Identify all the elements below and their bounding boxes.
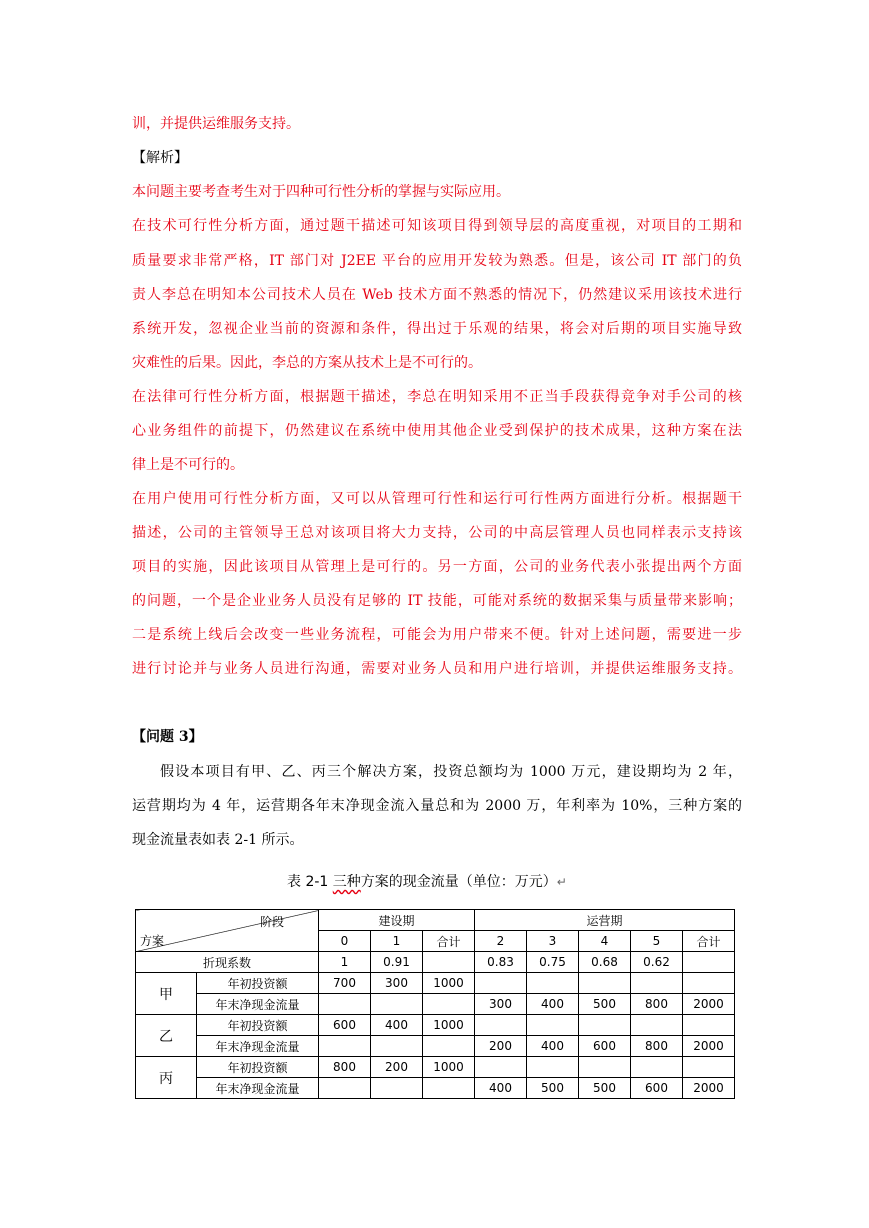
year-cell: 3	[527, 931, 579, 952]
analysis-line: 在技术可行性分析方面，通过题干描述可知该项目得到领导层的高度重视，对项目的工期和	[132, 218, 742, 234]
analysis-line: 本问题主要考查考生对于四种可行性分析的掌握与实际应用。	[132, 184, 510, 200]
table-cell	[527, 973, 579, 994]
table-cell: 500	[579, 994, 631, 1015]
scheme-label: 方案	[140, 934, 165, 948]
cash-flow-table	[135, 909, 735, 1099]
table-cell	[371, 1078, 423, 1099]
scheme-flow-row	[136, 994, 735, 1015]
table-cell	[579, 1057, 631, 1078]
scheme-name: 甲	[136, 973, 197, 1015]
scheme-invest-row	[136, 1057, 735, 1078]
table-cell: 400	[527, 994, 579, 1015]
table-cell	[475, 1057, 527, 1078]
table-cell: 1000	[423, 973, 475, 994]
table-cell	[423, 1036, 475, 1057]
table-cell: 300	[475, 994, 527, 1015]
table-cell: 1	[319, 952, 371, 973]
table-cell: 0.83	[475, 952, 527, 973]
table-cell	[527, 1015, 579, 1036]
table-cell	[475, 973, 527, 994]
scheme-name: 乙	[136, 1015, 197, 1057]
table-cell: 0.75	[527, 952, 579, 973]
table-cell	[631, 1057, 683, 1078]
table-cell	[683, 952, 735, 973]
year-cell: 合计	[423, 931, 475, 952]
scheme-invest-row	[136, 1015, 735, 1036]
table-cell: 2000	[683, 994, 735, 1015]
table-cell: 1000	[423, 1057, 475, 1078]
answer-tail: 训，并提供运维服务支持。	[132, 116, 300, 132]
table-cell: 400	[475, 1078, 527, 1099]
year-cell: 0	[319, 931, 371, 952]
scheme-name: 丙	[136, 1057, 197, 1099]
table-cell: 2000	[683, 1078, 735, 1099]
analysis-line: 质量要求非常严格，IT 部门对 J2EE 平台的应用开发较为熟悉。但是，该公司 IT 部门的负	[132, 253, 742, 269]
row-label: 年末净现金流量	[197, 994, 319, 1015]
table-cell: 500	[579, 1078, 631, 1099]
year-cell: 4	[579, 931, 631, 952]
caption-return-mark: ↵	[556, 875, 567, 889]
year-cell: 5	[631, 931, 683, 952]
caption-prefix: 表 2-1	[287, 874, 333, 890]
table-cell: 500	[527, 1078, 579, 1099]
table-cell	[579, 973, 631, 994]
discount-label: 折现系数	[136, 952, 319, 973]
caption-rest: 方案的现金流量（单位：万元）	[360, 874, 557, 890]
analysis-line: 律上是不可行的。	[132, 457, 244, 473]
scheme-flow-row	[136, 1078, 735, 1099]
table-cell	[423, 1078, 475, 1099]
analysis-line: 二是系统上线后会改变一些业务流程，可能会为用户带来不便。针对上述问题，需要进一步	[132, 627, 742, 643]
analysis-line: 描述，公司的主管领导王总对该项目将大力支持，公司的中高层管理人员也同样表示支持该	[132, 525, 742, 541]
stage-label: 阶段	[259, 915, 284, 929]
analysis-line: 灾难性的后果。因此，李总的方案从技术上是不可行的。	[132, 355, 482, 371]
analysis-line: 项目的实施，因此该项目从管理上是可行的。另一方面，公司的业务代表小张提出两个方面	[132, 559, 742, 575]
table-cell: 1000	[423, 1015, 475, 1036]
table-cell: 400	[527, 1036, 579, 1057]
table-cell	[683, 1015, 735, 1036]
scheme-invest-row	[136, 973, 735, 994]
table-cell	[423, 994, 475, 1015]
table-cell: 0.62	[631, 952, 683, 973]
analysis-line: 的问题，一个是企业业务人员没有足够的 IT 技能，可能对系统的数据采集与质量带来影响；	[132, 593, 742, 609]
table-cell	[527, 1057, 579, 1078]
analysis-heading: 【解析】	[132, 150, 188, 166]
year-cell: 2	[475, 931, 527, 952]
table-cell: 600	[319, 1015, 371, 1036]
row-label: 年初投资额	[197, 1057, 319, 1078]
table-cell: 2000	[683, 1036, 735, 1057]
table-caption	[287, 872, 567, 892]
table-cell	[579, 1015, 631, 1036]
table-cell	[683, 973, 735, 994]
table-cell: 0.91	[371, 952, 423, 973]
year-cell: 合计	[683, 931, 735, 952]
table-cell: 800	[319, 1057, 371, 1078]
construction-header: 建设期	[319, 910, 475, 931]
year-cell: 1	[371, 931, 423, 952]
header-diagonal-cell	[136, 910, 319, 952]
table-cell: 0.68	[579, 952, 631, 973]
analysis-line: 进行讨论并与业务人员进行沟通，需要对业务人员和用户进行培训，并提供运维服务支持。	[132, 661, 742, 677]
table-cell	[371, 1036, 423, 1057]
table-cell	[319, 1036, 371, 1057]
row-label: 年末净现金流量	[197, 1036, 319, 1057]
table-header-row	[136, 910, 735, 931]
table-cell	[371, 994, 423, 1015]
caption-underlined: 三种	[332, 874, 361, 890]
table-cell	[631, 973, 683, 994]
table-cell: 200	[475, 1036, 527, 1057]
question3-heading: 【问题 3】	[132, 729, 203, 745]
table-cell	[475, 1015, 527, 1036]
table-cell: 600	[579, 1036, 631, 1057]
analysis-line: 系统开发，忽视企业当前的资源和条件，得出过于乐观的结果，将会对后期的项目实施导致	[132, 321, 742, 337]
table-cell	[319, 994, 371, 1015]
analysis-line: 责人李总在明知本公司技术人员在 Web 技术方面不熟悉的情况下，仍然建议采用该技术进行	[132, 287, 742, 303]
analysis-line: 心业务组件的前提下，仍然建议在系统中使用其他企业受到保护的技术成果，这种方案在法	[132, 423, 742, 439]
operation-header: 运营期	[475, 910, 735, 931]
analysis-line: 在用户使用可行性分析方面，又可以从管理可行性和运行可行性两方面进行分析。根据题干	[132, 491, 742, 507]
table-cell	[319, 1078, 371, 1099]
question3-line: 假设本项目有甲、乙、丙三个解决方案，投资总额均为 1000 万元，建设期均为 2 年，	[160, 764, 742, 780]
question3-line: 现金流量表如表 2-1 所示。	[132, 832, 304, 848]
discount-row	[136, 952, 735, 973]
table-cell: 700	[319, 973, 371, 994]
table-cell	[683, 1057, 735, 1078]
analysis-line: 在法律可行性分析方面，根据题干描述，李总在明知采用不正当手段获得竞争对手公司的核	[132, 389, 742, 405]
table-cell: 800	[631, 994, 683, 1015]
row-label: 年初投资额	[197, 1015, 319, 1036]
table-cell: 600	[631, 1078, 683, 1099]
row-label: 年初投资额	[197, 973, 319, 994]
table-cell	[423, 952, 475, 973]
scheme-flow-row	[136, 1036, 735, 1057]
row-label: 年末净现金流量	[197, 1078, 319, 1099]
table-cell	[631, 1015, 683, 1036]
question3-line: 运营期均为 4 年，运营期各年末净现金流入量总和为 2000 万，年利率为 10%，三种方案的	[132, 798, 742, 814]
table-cell: 400	[371, 1015, 423, 1036]
table-cell: 200	[371, 1057, 423, 1078]
table-cell: 300	[371, 973, 423, 994]
table-cell: 800	[631, 1036, 683, 1057]
